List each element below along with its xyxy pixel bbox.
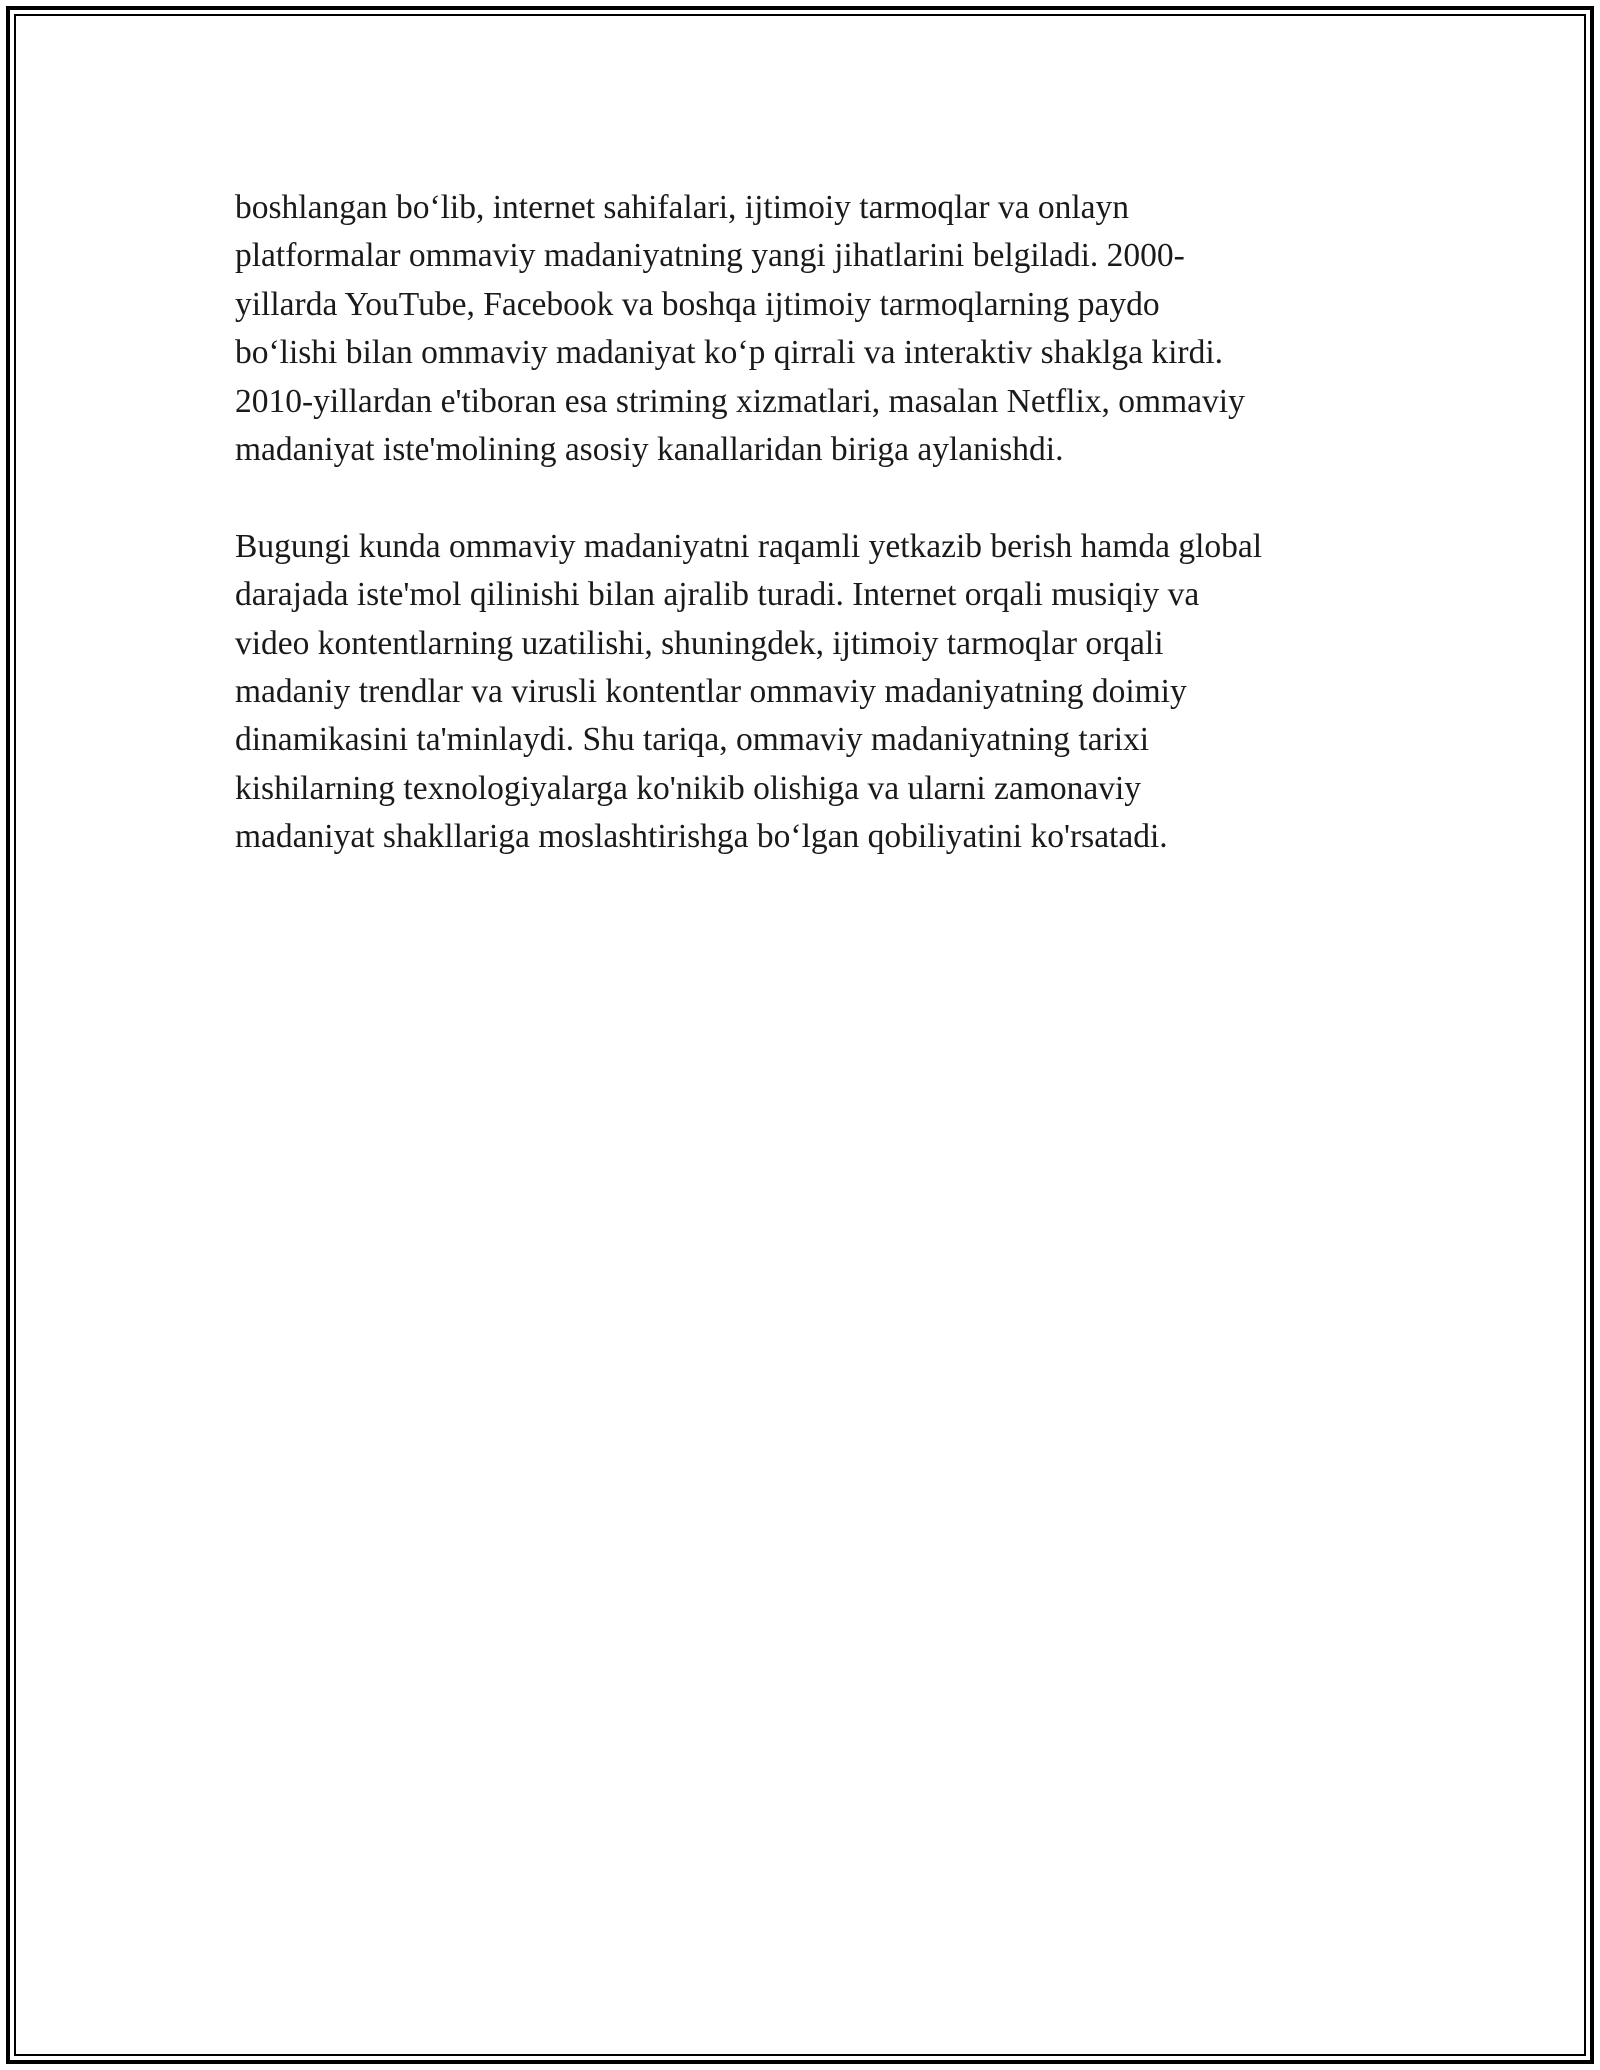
- text-line: yillarda YouTube, Facebook va boshqa ijtimoiy tarmoqlarning paydo: [235, 285, 1160, 323]
- text-line: platformalar ommaviy madaniyatning yangi jihatlarini belgiladi. 2000-: [235, 237, 1185, 275]
- text-line: kishilarning texnologiyalarga ko'nikib olishiga va ularni zamonaviy: [235, 769, 1142, 807]
- text-line: madaniyat iste'molining asosiy kanallaridan biriga aylanishdi.: [235, 431, 1064, 469]
- text-line: dinamikasini ta'minlaydi. Shu tariqa, ommaviy madaniyatning tarixi: [235, 721, 1150, 759]
- text-line: darajada iste'mol qilinishi bilan ajralib turadi. Internet orqali musiqiy va: [235, 576, 1200, 614]
- text-line: madaniyat shakllariga moslashtirishga bo‘lgan qobiliyatini ko'rsatadi.: [235, 818, 1168, 856]
- document-body: [235, 184, 1395, 862]
- text-line: 2010-yillardan e'tiboran esa striming xizmatlari, masalan Netflix, ommaviy: [235, 382, 1245, 420]
- paragraph-2: [235, 523, 1395, 862]
- text-line: bo‘lishi bilan ommaviy madaniyat ko‘p qirrali va interaktiv shaklga kirdi.: [235, 334, 1224, 372]
- text-line: video kontentlarning uzatilishi, shuningdek, ijtimoiy tarmoqlar orqali: [235, 624, 1164, 662]
- text-line: Bugungi kunda ommaviy madaniyatni raqamli yetkazib berish hamda global: [235, 527, 1263, 565]
- text-line: madaniy trendlar va virusli kontentlar ommaviy madaniyatning doimiy: [235, 673, 1187, 711]
- paragraph-1: [235, 184, 1395, 474]
- text-line: boshlangan bo‘lib, internet sahifalari, ijtimoiy tarmoqlar va onlayn: [235, 189, 1130, 226]
